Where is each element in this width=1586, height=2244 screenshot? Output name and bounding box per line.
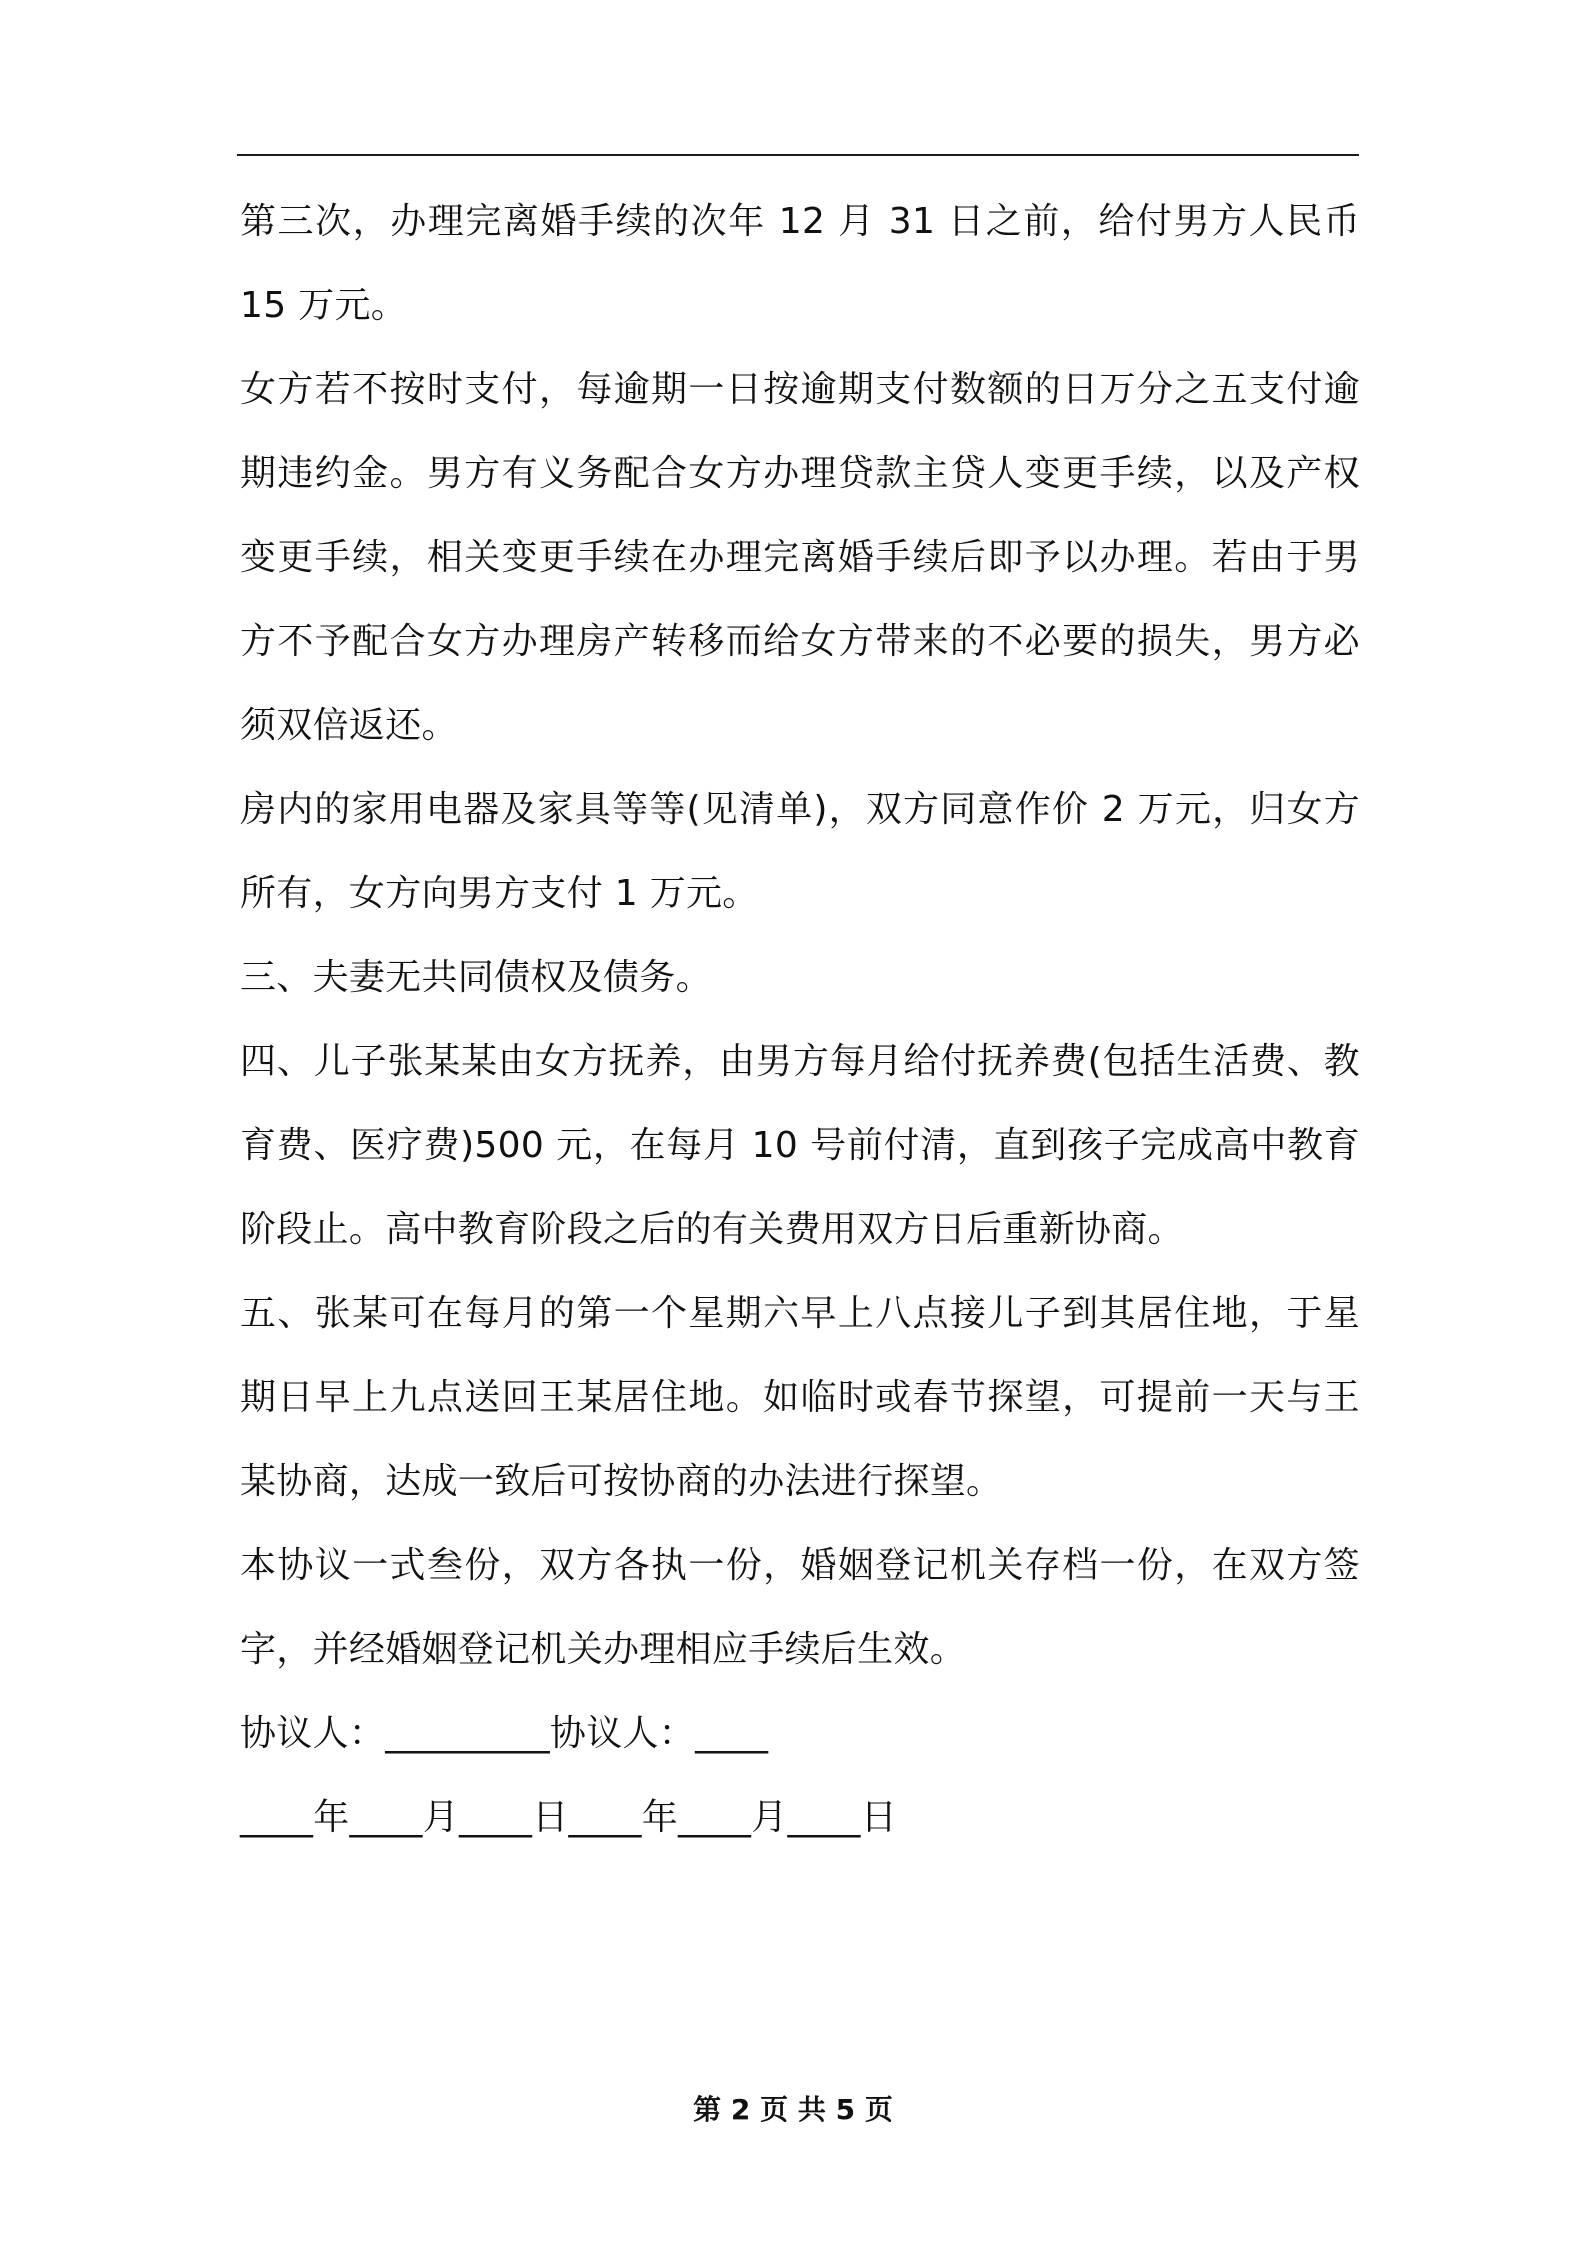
paragraph-third-payment: 第三次，办理完离婚手续的次年 12 月 31 日之前，给付男方人民币 15 万元。 bbox=[240, 201, 1372, 326]
date-line: ____年____月____日____年____月____日 bbox=[240, 1797, 897, 1838]
page-number-footer: 第 2 页 共 5 页 bbox=[693, 2093, 893, 2126]
paragraph-clause-four: 四、儿子张某某由女方抚养，由男方每月给付抚养费(包括生活费、教育费、医疗费)500 元，在每月 10 号前付清，直到孩子完成高中教育阶段止。高中教育阶段之后的有关费用双方日后重新协商。 bbox=[240, 1041, 1360, 1250]
document-body bbox=[240, 180, 1372, 1860]
signature-line: 协议人：_________协议人：____ bbox=[240, 1713, 769, 1754]
paragraph-clause-three: 三、夫妻无共同债权及债务。 bbox=[240, 957, 712, 998]
header-rule bbox=[237, 154, 1359, 156]
paragraph-clause-five: 五、张某可在每月的第一个星期六早上八点接儿子到其居住地，于星期日早上九点送回王某居住地。如临时或春节探望，可提前一天与王某协商，达成一致后可按协商的办法进行探望。 bbox=[240, 1293, 1360, 1502]
paragraph-appliances-furniture: 房内的家用电器及家具等等(见清单)，双方同意作价 2 万元，归女方所有，女方向男方支付 1 万元。 bbox=[240, 789, 1360, 914]
paragraph-agreement-copies: 本协议一式叁份，双方各执一份，婚姻登记机关存档一份，在双方签字，并经婚姻登记机关办理相应手续后生效。 bbox=[240, 1545, 1360, 1670]
paragraph-late-payment-penalty: 女方若不按时支付，每逾期一日按逾期支付数额的日万分之五支付逾期违约金。男方有义务配合女方办理贷款主贷人变更手续，以及产权变更手续，相关变更手续在办理完离婚手续后即予以办理。若由于男方不予配合女方办理房产转移而给女方带来的不必要的损失，男方必须双倍返还。 bbox=[240, 369, 1360, 746]
